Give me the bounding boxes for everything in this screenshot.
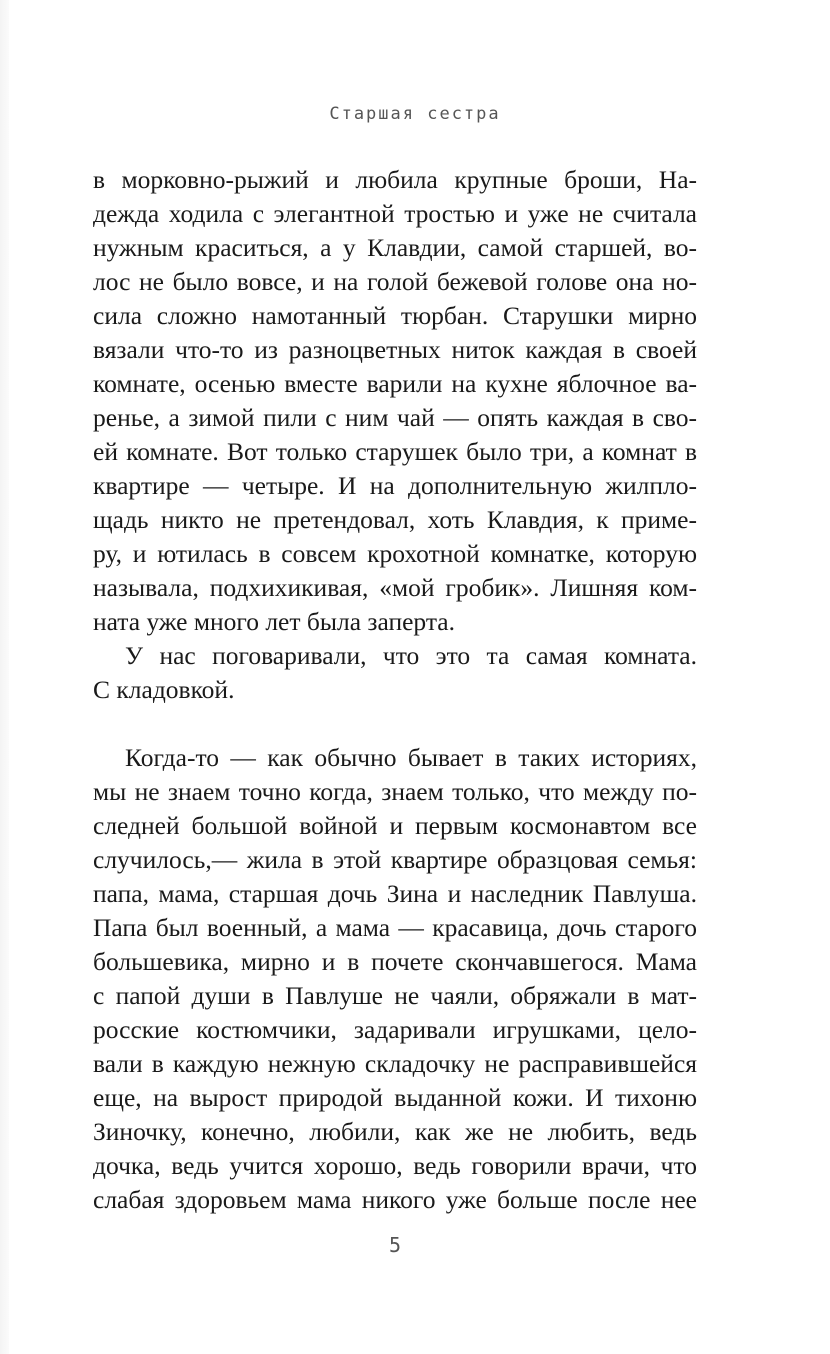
paragraph: [93, 741, 697, 1217]
page-edge-shadow: [0, 0, 9, 1354]
text-line: Зиночку, конечно, любили, как же не любить, ведь: [93, 1117, 697, 1146]
text-block-2: [93, 741, 697, 1217]
text-line: дочка, ведь учится хорошо, ведь говорили врачи, что: [93, 1151, 697, 1180]
text-line: большевика, мирно и в почете скончавшегося. Мама: [93, 947, 697, 976]
text-line: росские костюмчики, задаривали игрушками, цело-: [93, 1015, 697, 1044]
text-line: еще, на вырост природой выданной кожи. И тихоню: [93, 1083, 697, 1112]
text-line: У нас поговаривали, что это та самая комната.: [125, 641, 697, 670]
text-line: Когда-то — как обычно бывает в таких историях,: [125, 743, 697, 772]
text-line: слабая здоровьем мама никого уже больше после нее: [93, 1185, 697, 1214]
paragraph: [93, 163, 697, 639]
text-line: Папа был военный, а мама — красавица, дочь старого: [93, 913, 697, 942]
text-line: дежда ходила с элегантной тростью и уже не считала: [93, 199, 697, 228]
running-head: Старшая сестра: [329, 104, 501, 124]
paragraph: [93, 639, 697, 707]
text-line: С кладовкой.: [93, 675, 235, 704]
text-line: называла, подхихикивая, «мой гробик». Лишняя ком-: [93, 573, 697, 602]
text-line: ей комнате. Вот только старушек было три, а комнат в: [93, 437, 697, 466]
text-line: папа, мама, старшая дочь Зина и наследник Павлуша.: [93, 879, 697, 908]
text-line: ната уже много лет была заперта.: [93, 607, 455, 636]
text-line: вали в каждую нежную складочку не расправившейся: [93, 1049, 697, 1078]
text-line: следней большой войной и первым космонавтом все: [93, 811, 697, 840]
text-line: комнате, осенью вместе варили на кухне яблочное ва-: [93, 369, 697, 398]
text-line: в морковно-рыжий и любила крупные броши, На-: [93, 165, 697, 194]
text-line: вязали что-то из разноцветных ниток каждая в своей: [93, 335, 697, 364]
text-line: квартире — четыре. И на дополнительную жилпло-: [93, 471, 697, 500]
text-line: щадь никто не претендовал, хоть Клавдия, к приме-: [93, 505, 697, 534]
text-line: нужным краситься, а у Клавдии, самой старшей, во-: [93, 233, 697, 262]
text-line: случилось,— жила в этой квартире образцовая семья:: [93, 845, 697, 874]
text-line: ру, и ютилась в совсем крохотной комнатке, которую: [93, 539, 697, 568]
text-line: ренье, а зимой пили с ним чай — опять каждая в сво-: [93, 403, 697, 432]
text-line: сила сложно намотанный тюрбан. Старушки мирно: [93, 301, 697, 330]
text-line: мы не знаем точно когда, знаем только, что между по-: [93, 777, 697, 806]
text-line: лос не было вовсе, и на голой бежевой голове она но-: [93, 267, 697, 296]
text-block-1: [93, 163, 697, 707]
page-number: 5: [388, 1233, 402, 1257]
text-line: с папой души в Павлуше не чаяли, обряжали в мат-: [93, 981, 697, 1010]
